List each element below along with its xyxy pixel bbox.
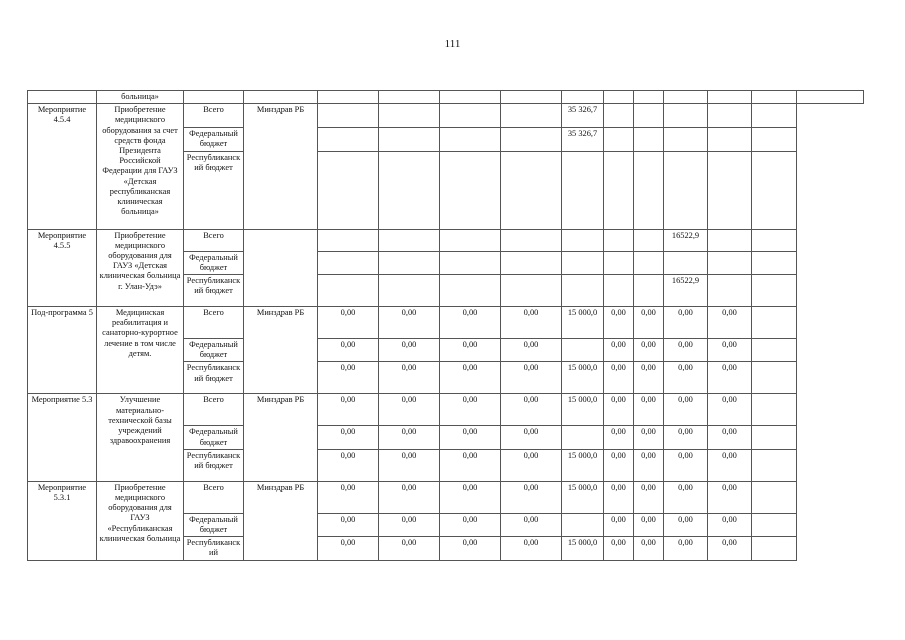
value-cell [634,104,664,128]
value-cell: 15 000,0 [562,394,604,426]
value-cell [752,229,797,251]
value-cell [634,251,664,274]
continuation-row [28,91,864,104]
value-cell: 0,00 [708,449,752,481]
funding-source: Республиканский бюджет [184,275,244,307]
value-cell [708,104,752,128]
value-cell: 0,00 [379,339,440,362]
value-cell [634,275,664,307]
value-cell: 0,00 [318,426,379,449]
value-cell: 0,00 [501,537,562,560]
value-cell: 0,00 [634,339,664,362]
value-cell: 0,00 [318,449,379,481]
row-code: Мероприятие 5.3.1 [28,481,97,560]
value-cell: 0,00 [440,362,501,394]
value-cell: 0,00 [440,394,501,426]
row-code: Мероприятие 4.5.5 [28,229,97,306]
budget-table [27,90,864,561]
value-cell: 15 000,0 [562,307,604,339]
value-cell [562,426,604,449]
value-cell: 0,00 [379,481,440,513]
value-cell: 0,00 [318,537,379,560]
value-cell: 0,00 [379,394,440,426]
value-cell [562,339,604,362]
value-cell: 0,00 [440,481,501,513]
value-cell: 0,00 [708,481,752,513]
value-cell: 0,00 [440,537,501,560]
value-cell: 0,00 [318,362,379,394]
value-cell [752,339,797,362]
value-cell: 0,00 [634,307,664,339]
value-cell [501,275,562,307]
row-executor: Минздрав РБ [244,104,318,229]
value-cell: 0,00 [604,449,634,481]
value-cell: 0,00 [604,307,634,339]
funding-source: Всего [184,481,244,513]
value-cell [634,229,664,251]
value-cell: 35 326,7 [562,128,604,151]
value-cell [664,104,708,128]
value-cell [708,151,752,229]
value-cell: 0,00 [379,513,440,536]
value-cell: 0,00 [501,339,562,362]
funding-source: Федеральный бюджет [184,339,244,362]
value-cell [440,275,501,307]
value-cell [379,104,440,128]
value-cell: 0,00 [501,481,562,513]
value-cell: 0,00 [664,537,708,560]
value-cell [708,128,752,151]
value-cell: 0,00 [501,513,562,536]
value-cell [708,229,752,251]
funding-source: Всего [184,307,244,339]
funding-source: Всего [184,229,244,251]
funding-source: Республиканский бюджет [184,151,244,229]
page-number: 111 [444,38,461,50]
value-cell [440,104,501,128]
value-cell: 0,00 [604,426,634,449]
value-cell [752,537,797,560]
value-cell: 0,00 [440,513,501,536]
value-cell: 15 000,0 [562,537,604,560]
value-cell: 0,00 [634,449,664,481]
value-cell: 0,00 [440,426,501,449]
value-cell: 0,00 [634,362,664,394]
value-cell: 0,00 [318,339,379,362]
value-cell: 0,00 [318,394,379,426]
value-cell [604,151,634,229]
value-cell: 0,00 [604,537,634,560]
value-cell: 0,00 [634,481,664,513]
row-executor [244,229,318,306]
value-cell [708,275,752,307]
value-cell [752,275,797,307]
value-cell: 0,00 [604,481,634,513]
value-cell: 15 000,0 [562,362,604,394]
value-cell: 0,00 [664,513,708,536]
value-cell [501,104,562,128]
row-name: Приобретение медицинского оборудования для ГАУЗ «Республиканская клиническая больница [97,481,184,560]
row-executor: Минздрав РБ [244,307,318,394]
table-row [28,394,864,426]
value-cell: 0,00 [604,362,634,394]
value-cell: 0,00 [604,394,634,426]
table-row [28,481,864,513]
value-cell [562,151,604,229]
value-cell [752,307,797,339]
value-cell [379,151,440,229]
value-cell [752,251,797,274]
funding-source: Федеральный бюджет [184,251,244,274]
value-cell: 0,00 [664,362,708,394]
row-name: Приобретение медицинского оборудования для ГАУЗ «Детская клиническая больница г. Улан-Удэ» [97,229,184,306]
funding-source: Всего [184,104,244,128]
funding-source: Республиканский бюджет [184,449,244,481]
value-cell: 0,00 [634,537,664,560]
value-cell: 0,00 [708,426,752,449]
row-name: Медицинская реабилитация и санаторно-курортное лечение в том числе детям. [97,307,184,394]
value-cell [604,104,634,128]
funding-source: Республиканский [184,537,244,560]
value-cell [752,449,797,481]
value-cell: 0,00 [440,339,501,362]
value-cell [752,128,797,151]
value-cell [752,104,797,128]
value-cell: 0,00 [604,339,634,362]
value-cell [604,229,634,251]
value-cell: 0,00 [501,362,562,394]
value-cell: 0,00 [318,307,379,339]
value-cell: 16522,9 [664,229,708,251]
value-cell [318,151,379,229]
value-cell [440,151,501,229]
value-cell: 0,00 [664,426,708,449]
value-cell [379,251,440,274]
value-cell: 0,00 [634,513,664,536]
funding-source: Всего [184,394,244,426]
value-cell [562,229,604,251]
value-cell [318,251,379,274]
value-cell [634,151,664,229]
value-cell: 0,00 [501,307,562,339]
value-cell [752,151,797,229]
value-cell [752,394,797,426]
value-cell: 0,00 [379,307,440,339]
value-cell [440,251,501,274]
value-cell: 0,00 [708,362,752,394]
value-cell [752,481,797,513]
value-cell: 0,00 [501,394,562,426]
value-cell: 0,00 [664,449,708,481]
value-cell: 0,00 [318,481,379,513]
value-cell [752,513,797,536]
value-cell: 0,00 [664,339,708,362]
value-cell: 0,00 [708,537,752,560]
value-cell: 0,00 [664,481,708,513]
value-cell [634,128,664,151]
value-cell [562,275,604,307]
funding-source: Федеральный бюджет [184,426,244,449]
value-cell: 15 000,0 [562,449,604,481]
value-cell: 0,00 [440,307,501,339]
funding-source: Республиканский бюджет [184,362,244,394]
value-cell [440,128,501,151]
continuation-text: больница» [97,91,184,104]
value-cell [752,426,797,449]
row-name: Приобретение медицинского оборудования за счет средств фонда Президента Российской Федерации для ГАУЗ «Детская республиканская клиническая больница» [97,104,184,229]
value-cell [501,251,562,274]
value-cell: 0,00 [708,513,752,536]
row-code: Мероприятие 4.5.4 [28,104,97,229]
value-cell: 0,00 [708,339,752,362]
value-cell: 0,00 [664,307,708,339]
value-cell: 0,00 [501,449,562,481]
value-cell: 0,00 [708,307,752,339]
table-row [28,307,864,339]
value-cell [440,229,501,251]
value-cell [708,251,752,274]
value-cell [752,362,797,394]
value-cell: 0,00 [379,426,440,449]
table-row [28,229,864,251]
value-cell [604,128,634,151]
value-cell [318,104,379,128]
value-cell: 0,00 [379,362,440,394]
value-cell [562,251,604,274]
value-cell [664,251,708,274]
value-cell [562,513,604,536]
value-cell [318,275,379,307]
funding-source: Федеральный бюджет [184,128,244,151]
value-cell [604,251,634,274]
row-name: Улучшение материально-технической базы учреждений здравоохранения [97,394,184,481]
value-cell: 0,00 [379,449,440,481]
value-cell: 15 000,0 [562,481,604,513]
value-cell: 35 326,7 [562,104,604,128]
value-cell: 0,00 [440,449,501,481]
value-cell: 0,00 [634,426,664,449]
value-cell [501,151,562,229]
value-cell: 0,00 [708,394,752,426]
value-cell [501,128,562,151]
value-cell: 16522,9 [664,275,708,307]
value-cell: 0,00 [318,513,379,536]
value-cell [379,275,440,307]
value-cell [379,128,440,151]
row-executor: Минздрав РБ [244,481,318,560]
value-cell [501,229,562,251]
value-cell [379,229,440,251]
value-cell: 0,00 [604,513,634,536]
value-cell [664,151,708,229]
value-cell [318,229,379,251]
value-cell [318,128,379,151]
value-cell [664,128,708,151]
value-cell: 0,00 [634,394,664,426]
row-executor: Минздрав РБ [244,394,318,481]
value-cell: 0,00 [664,394,708,426]
row-code: Мероприятие 5.3 [28,394,97,481]
value-cell: 0,00 [379,537,440,560]
funding-source: Федеральный бюджет [184,513,244,536]
table-row [28,104,864,128]
value-cell: 0,00 [501,426,562,449]
row-code: Под-программа 5 [28,307,97,394]
value-cell [604,275,634,307]
